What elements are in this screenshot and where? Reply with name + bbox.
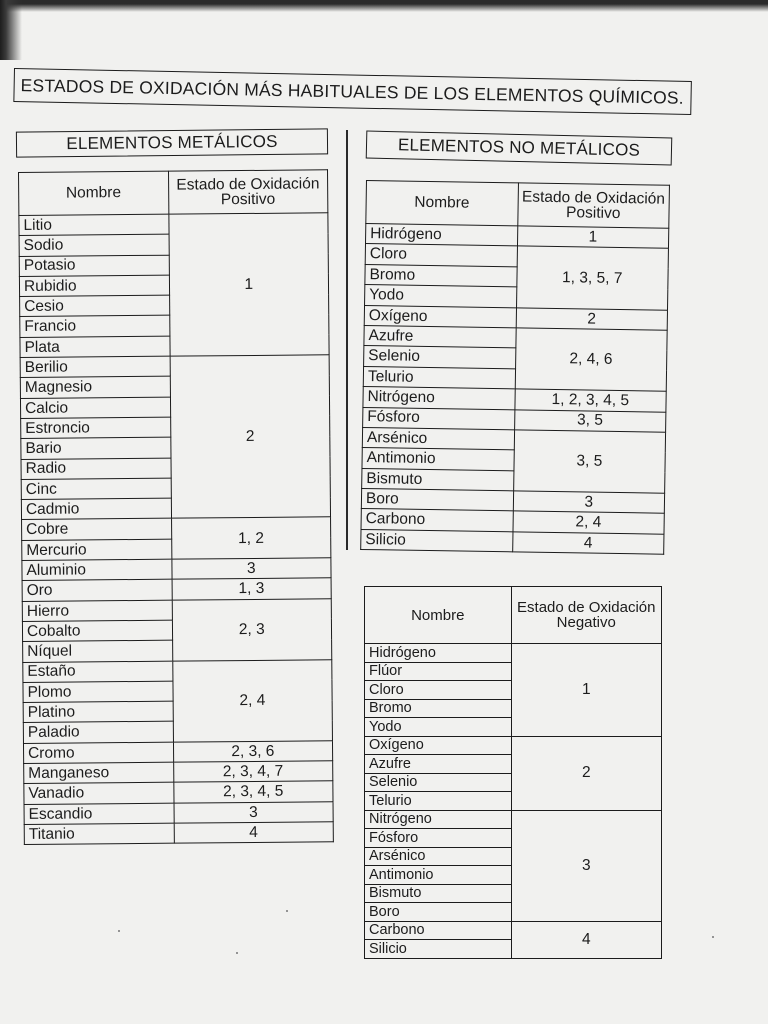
oxidation-state: 3 — [511, 810, 661, 921]
element-name: Antimonio — [365, 866, 512, 885]
element-name: Mercurio — [22, 539, 172, 561]
element-name: Cadmio — [21, 498, 171, 520]
paper-speck — [286, 910, 288, 912]
metal-table — [18, 169, 334, 845]
element-name: Bromo — [365, 264, 517, 287]
element-name: Flúor — [365, 662, 512, 681]
element-name: Azufre — [365, 755, 512, 774]
oxidation-state: 1 — [168, 213, 329, 356]
table-row — [23, 659, 332, 682]
element-name: Manganeso — [24, 762, 174, 784]
table-row — [22, 517, 331, 540]
document-title: ESTADOS DE OXIDACIÓN MÁS HABITUALES DE LOS ELEMENTOS QUÍMICOS. — [13, 68, 692, 115]
element-name: Arsénico — [362, 427, 514, 450]
element-name: Cloro — [365, 681, 512, 700]
table-row — [365, 736, 662, 755]
metal-section-title: ELEMENTOS METÁLICOS — [16, 128, 328, 157]
element-name: Boro — [361, 489, 513, 512]
element-name: Oro — [22, 580, 172, 602]
paper-speck — [712, 936, 714, 938]
nonmetal-positive-table — [360, 180, 670, 555]
element-name: Yodo — [365, 285, 517, 308]
element-name: Telurio — [365, 792, 512, 811]
element-name: Bario — [21, 437, 171, 459]
oxidation-state: 4 — [174, 822, 334, 844]
element-name: Magnesio — [20, 377, 170, 399]
table-row — [365, 810, 662, 829]
element-name: Bismuto — [365, 884, 512, 903]
oxidation-state: 2 — [170, 355, 331, 519]
header-state: Estado de Oxidación Positivo — [168, 170, 328, 214]
element-name: Plata — [20, 336, 170, 358]
oxidation-state: 3, 5 — [514, 409, 666, 432]
element-name: Fósforo — [365, 829, 512, 848]
header-name: Nombre — [19, 171, 169, 215]
table-row — [19, 213, 328, 236]
oxidation-state: 3 — [174, 801, 334, 823]
element-name: Hierro — [22, 600, 172, 622]
oxidation-state: 2, 3, 4, 7 — [173, 761, 333, 783]
page-top-shadow — [0, 0, 768, 30]
oxidation-state: 2 — [511, 736, 661, 810]
element-name: Boro — [365, 903, 512, 922]
element-name: Estaño — [23, 661, 173, 683]
table-row — [23, 740, 332, 763]
element-name: Oxígeno — [365, 736, 512, 755]
header-state: Estado de Oxidación Positivo — [517, 183, 669, 228]
element-name: Sodio — [19, 234, 169, 256]
table-row — [24, 801, 333, 824]
table-row — [22, 598, 331, 621]
paper-speck — [118, 930, 120, 932]
oxidation-state: 2, 4 — [172, 659, 332, 742]
table-row — [22, 558, 331, 581]
table-row — [20, 355, 329, 378]
element-name: Radio — [21, 458, 171, 480]
oxidation-state: 2, 3, 6 — [173, 740, 333, 762]
oxidation-state: 3 — [171, 558, 331, 580]
element-name: Cobre — [22, 519, 172, 541]
nonmetal-section-title: ELEMENTOS NO METÁLICOS — [366, 131, 673, 166]
oxidation-state: 3, 5 — [513, 430, 665, 494]
table-row — [22, 578, 331, 601]
element-name: Hidrógeno — [365, 644, 512, 663]
header-name: Nombre — [365, 587, 512, 644]
oxidation-state: 1, 2, 3, 4, 5 — [514, 389, 666, 412]
oxidation-state: 1, 2 — [171, 517, 331, 559]
column-divider — [346, 130, 348, 550]
element-name: Selenio — [364, 346, 516, 369]
element-name: Paladio — [23, 722, 173, 744]
element-name: Silicio — [365, 940, 512, 959]
element-name: Carbono — [361, 509, 513, 532]
element-name: Titanio — [24, 823, 174, 845]
table-row — [24, 761, 333, 784]
table-row — [365, 644, 662, 663]
element-name: Silicio — [361, 529, 513, 552]
header-state: Estado de Oxidación Negativo — [511, 587, 661, 644]
element-name: Aluminio — [22, 559, 172, 581]
element-name: Carbono — [365, 921, 512, 940]
element-name: Oxígeno — [364, 305, 516, 328]
element-name: Escandio — [24, 803, 174, 825]
element-name: Cloro — [365, 244, 517, 267]
table-row — [24, 781, 333, 804]
element-name: Nitrógeno — [365, 810, 512, 829]
element-name: Estroncio — [21, 417, 171, 439]
oxidation-state: 2, 4 — [512, 511, 664, 534]
element-name: Níquel — [23, 640, 173, 662]
oxidation-state: 2 — [516, 307, 668, 330]
element-name: Cromo — [23, 742, 173, 764]
element-name: Potasio — [19, 255, 169, 277]
element-name: Vanadio — [24, 782, 174, 804]
oxidation-state: 4 — [512, 532, 664, 555]
element-name: Berilio — [20, 356, 170, 378]
table-row — [24, 822, 333, 845]
oxidation-state: 4 — [511, 921, 661, 958]
paper-speck — [236, 952, 238, 954]
element-name: Cesio — [20, 295, 170, 317]
oxidation-state: 1, 3 — [172, 578, 332, 600]
nonmetal-negative-table — [364, 586, 662, 959]
header-name: Nombre — [366, 181, 518, 226]
table-row — [365, 921, 662, 940]
element-name: Cinc — [21, 478, 171, 500]
element-name: Antimonio — [362, 448, 514, 471]
oxidation-state: 2, 3, 4, 5 — [173, 781, 333, 803]
element-name: Bromo — [365, 699, 512, 718]
element-name: Litio — [19, 214, 169, 236]
page-corner-shadow — [0, 0, 22, 60]
oxidation-state: 2, 4, 6 — [515, 328, 667, 392]
element-name: Hidrógeno — [365, 224, 517, 247]
oxidation-state: 3 — [513, 491, 665, 514]
oxidation-state: 2, 3 — [172, 598, 332, 660]
oxidation-state: 1 — [517, 226, 669, 249]
element-name: Bismuto — [362, 468, 514, 491]
element-name: Francio — [20, 316, 170, 338]
element-name: Cobalto — [22, 620, 172, 642]
element-name: Platino — [23, 701, 173, 723]
element-name: Calcio — [20, 397, 170, 419]
element-name: Telurio — [363, 366, 515, 389]
oxidation-state: 1, 3, 5, 7 — [516, 246, 668, 310]
element-name: Fósforo — [363, 407, 515, 430]
table-row — [361, 529, 664, 554]
element-name: Selenio — [365, 773, 512, 792]
oxidation-state: 1 — [511, 644, 661, 737]
element-name: Arsénico — [365, 847, 512, 866]
element-name: Yodo — [365, 718, 512, 737]
element-name: Azufre — [364, 325, 516, 348]
element-name: Nitrógeno — [363, 387, 515, 410]
element-name: Plomo — [23, 681, 173, 703]
element-name: Rubidio — [19, 275, 169, 297]
